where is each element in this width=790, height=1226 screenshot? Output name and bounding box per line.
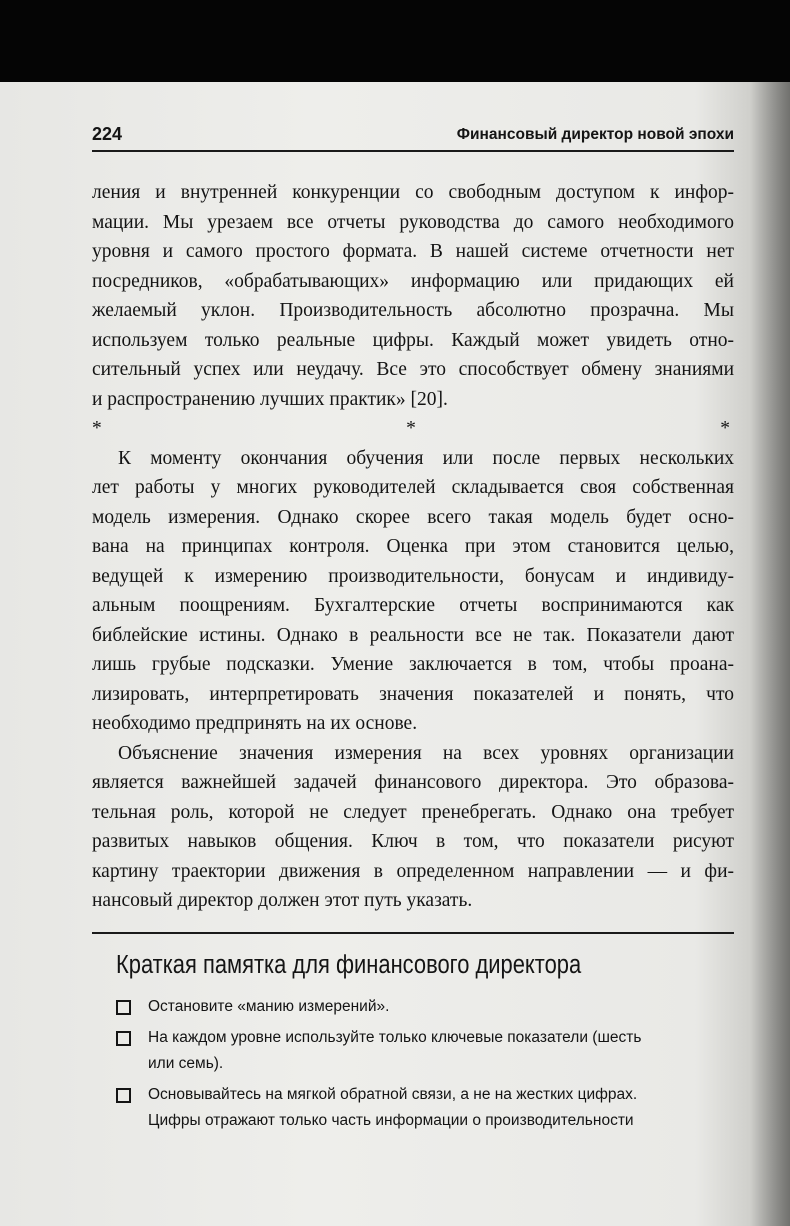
paragraph-end-line: и распространению лучших практик» [20]. bbox=[92, 388, 448, 410]
paragraph-line: библейские истины. Однако в реальности все не так. Показатели дают bbox=[92, 624, 734, 646]
checkbox-icon bbox=[116, 1031, 131, 1046]
page-number: 224 bbox=[92, 124, 123, 144]
paragraph-line: используем только реальные цифры. Каждый может увидеть отно- bbox=[92, 329, 734, 351]
page-edge-shadow bbox=[750, 82, 790, 1226]
running-title: Финансовый директор новой эпохи bbox=[456, 126, 734, 143]
checklist-item bbox=[116, 994, 734, 1020]
paragraph-line: мации. Мы урезаем все отчеты руководства до самого необходимого bbox=[92, 211, 734, 233]
paragraph-line: сительный успех или неудачу. Все это способствует обмену знаниями bbox=[92, 359, 734, 380]
paragraph: К моменту окончания обучения или после первых нескольких bbox=[118, 447, 734, 469]
paragraph-line: тельная роль, которой не следует пренебрегать. Однако она требует bbox=[92, 801, 734, 823]
paragraph-line: является важнейшей задачей финансового директора. Это образова- bbox=[92, 772, 734, 793]
checklist-item-text: Цифры отражают только часть информации о производительности bbox=[148, 1112, 634, 1129]
checklist-item-text: или семь). bbox=[148, 1055, 224, 1072]
paragraph-line: лишь грубые подсказки. Умение заключается в том, чтобы проана- bbox=[92, 654, 734, 675]
paragraph-line: лизировать, интерпретировать значения показателей и понять, что bbox=[92, 683, 734, 705]
paragraph-line: развитых навыков общения. Ключ в том, что показатели рисуют bbox=[92, 831, 734, 852]
checklist-item-text: Основывайтесь на мягкой обратной связи, а не на жестких цифрах. bbox=[148, 1086, 638, 1103]
paragraph-line: ления и внутренней конкуренции со свободным доступом к инфор- bbox=[92, 182, 734, 203]
paragraph-line: модель измерения. Однако скорее всего такая модель будет осно- bbox=[92, 506, 734, 528]
body-text bbox=[92, 178, 734, 916]
paragraph-line: альным поощрениям. Бухгалтерские отчеты воспринимаются как bbox=[92, 595, 734, 616]
paragraph-line: посредников, «обрабатывающих» информацию или придающих ей bbox=[92, 270, 734, 292]
paragraph-end-line: нансовый директор должен этот путь указать. bbox=[92, 890, 473, 911]
paragraph-line: картину траектории движения в определенном направлении — и фи- bbox=[92, 860, 734, 882]
checklist-item-text: Остановите «манию измерений». bbox=[148, 998, 390, 1015]
paragraph-line: ведущей к измерению производительности, бонусам и индивиду- bbox=[92, 565, 734, 587]
memo-divider bbox=[92, 932, 734, 934]
page-header bbox=[92, 124, 734, 152]
section-separator: * * * bbox=[92, 418, 734, 439]
scan-top-border bbox=[0, 0, 790, 82]
memo-title: Краткая памятка для финансового директора bbox=[116, 951, 582, 979]
checkbox-icon bbox=[116, 1088, 131, 1103]
checklist-item-text: На каждом уровне используйте только ключевые показатели (шесть bbox=[148, 1029, 642, 1046]
checkbox-icon bbox=[116, 1000, 131, 1015]
paragraph-line: Объяснение значения измерения на всех уровнях организации bbox=[118, 742, 734, 764]
paragraph: лет работы у многих руководителей складывается своя собственная bbox=[92, 477, 734, 498]
paragraph-line: желаемый уклон. Производительность абсолютно прозрачна. Мы bbox=[92, 300, 734, 321]
checklist-item bbox=[116, 1082, 734, 1134]
checklist-item bbox=[116, 1025, 734, 1077]
paragraph-end-line: необходимо предпринять на их основе. bbox=[92, 713, 418, 734]
memo-checklist bbox=[116, 994, 734, 1139]
paragraph-line: уровня и самого простого формата. В нашей системе отчетности нет bbox=[92, 241, 734, 262]
paragraph-line: вана на принципах контроля. Оценка при этом становится целью, bbox=[92, 536, 734, 557]
